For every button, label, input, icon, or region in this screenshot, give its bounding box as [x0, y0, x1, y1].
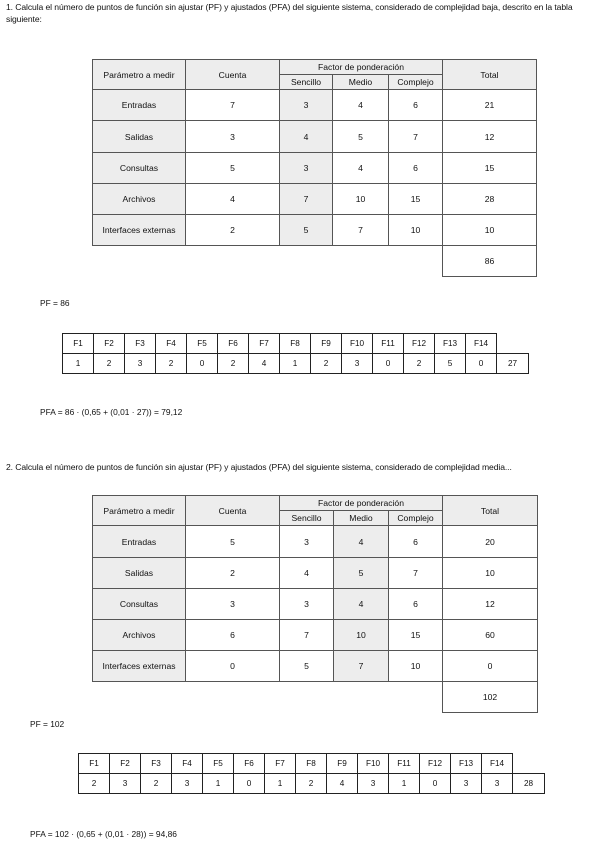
complex-cell: 6 — [389, 90, 443, 121]
total-cell: 10 — [443, 215, 537, 246]
factor-label: F4 — [172, 754, 203, 774]
factor-value: 3 — [482, 774, 513, 794]
medium-cell: 4 — [334, 589, 389, 620]
factor-value: 4 — [249, 354, 280, 374]
factor-value: 0 — [466, 354, 497, 374]
factor-label: F2 — [110, 754, 141, 774]
count-cell: 2 — [186, 558, 280, 589]
header-count: Cuenta — [186, 60, 280, 90]
factor-label: F14 — [482, 754, 513, 774]
factor-label: F7 — [249, 334, 280, 354]
header-medium: Medio — [333, 75, 389, 90]
factor-label: F8 — [280, 334, 311, 354]
param-cell: Salidas — [93, 121, 186, 153]
sum-row — [93, 246, 537, 277]
factor-sum: 27 — [497, 354, 529, 374]
factor-value: 2 — [156, 354, 187, 374]
count-cell: 5 — [186, 153, 280, 184]
factor-label: F13 — [435, 334, 466, 354]
header-count: Cuenta — [186, 496, 280, 526]
factor-value: 2 — [311, 354, 342, 374]
count-cell: 2 — [186, 215, 280, 246]
factor-value: 0 — [234, 774, 265, 794]
simple-cell: 5 — [280, 215, 333, 246]
factor-value: 1 — [280, 354, 311, 374]
total-cell: 21 — [443, 90, 537, 121]
factor-label: F10 — [342, 334, 373, 354]
factor-label: F8 — [296, 754, 327, 774]
sum-cell: 102 — [443, 682, 538, 713]
table-row — [93, 620, 538, 651]
sum-cell: 86 — [443, 246, 537, 277]
param-cell: Entradas — [93, 90, 186, 121]
medium-cell: 5 — [333, 121, 389, 153]
factor-label: F11 — [389, 754, 420, 774]
param-cell: Archivos — [93, 620, 186, 651]
factor-value: 1 — [265, 774, 296, 794]
factor-value: 3 — [451, 774, 482, 794]
factor-label: F1 — [63, 334, 94, 354]
factor-value: 1 — [63, 354, 94, 374]
total-cell: 12 — [443, 121, 537, 153]
exercise2-question: 2. Calcula el número de puntos de función sin ajustar (PF) y ajustados (PFA) del siguiente sistema, considerado de complejidad media... — [6, 462, 512, 472]
table-row — [93, 90, 537, 121]
header-medium: Medio — [334, 511, 389, 526]
medium-cell: 7 — [334, 651, 389, 682]
adjustment-factors-table-1 — [62, 333, 529, 374]
total-cell: 10 — [443, 558, 538, 589]
table-row — [93, 589, 538, 620]
factor-value: 0 — [187, 354, 218, 374]
pfa-result-1: PFA = 86 · (0,65 + (0,01 · 27)) = 79,12 — [40, 407, 183, 417]
header-complex: Complejo — [389, 511, 443, 526]
simple-cell: 3 — [280, 90, 333, 121]
param-cell: Interfaces externas — [93, 651, 186, 682]
header-total: Total — [443, 496, 538, 526]
header-param: Parámetro a medir — [93, 496, 186, 526]
sum-row — [93, 682, 538, 713]
total-cell: 28 — [443, 184, 537, 215]
medium-cell: 7 — [333, 215, 389, 246]
simple-cell: 7 — [280, 620, 334, 651]
factor-value: 2 — [404, 354, 435, 374]
factor-label: F12 — [404, 334, 435, 354]
simple-cell: 3 — [280, 153, 333, 184]
count-cell: 7 — [186, 90, 280, 121]
factor-label: F10 — [358, 754, 389, 774]
param-cell: Consultas — [93, 589, 186, 620]
factor-value: 3 — [125, 354, 156, 374]
total-cell: 0 — [443, 651, 538, 682]
factor-value: 3 — [110, 774, 141, 794]
total-cell: 15 — [443, 153, 537, 184]
count-cell: 6 — [186, 620, 280, 651]
pf-result-1: PF = 86 — [40, 298, 70, 308]
factor-label: F14 — [466, 334, 497, 354]
factor-value: 0 — [373, 354, 404, 374]
simple-cell: 5 — [280, 651, 334, 682]
factor-value: 5 — [435, 354, 466, 374]
count-cell: 4 — [186, 184, 280, 215]
count-cell: 3 — [186, 589, 280, 620]
complex-cell: 6 — [389, 526, 443, 558]
factor-label: F9 — [311, 334, 342, 354]
factor-value: 2 — [79, 774, 110, 794]
table-row — [93, 215, 537, 246]
factor-value: 3 — [342, 354, 373, 374]
factor-sum: 28 — [513, 774, 545, 794]
complex-cell: 7 — [389, 121, 443, 153]
factor-value-row — [79, 774, 545, 794]
factor-label: F6 — [234, 754, 265, 774]
simple-cell: 4 — [280, 121, 333, 153]
complex-cell: 7 — [389, 558, 443, 589]
factor-label: F11 — [373, 334, 404, 354]
param-cell: Salidas — [93, 558, 186, 589]
count-cell: 5 — [186, 526, 280, 558]
header-simple: Sencillo — [280, 511, 334, 526]
medium-cell: 4 — [333, 90, 389, 121]
medium-cell: 10 — [334, 620, 389, 651]
complex-cell: 15 — [389, 620, 443, 651]
factor-value-row — [63, 354, 529, 374]
factor-value: 0 — [420, 774, 451, 794]
factor-value: 3 — [172, 774, 203, 794]
factor-label: F3 — [141, 754, 172, 774]
factor-value: 2 — [94, 354, 125, 374]
complex-cell: 10 — [389, 651, 443, 682]
factor-label: F4 — [156, 334, 187, 354]
header-factor: Factor de ponderación — [280, 496, 443, 511]
param-cell: Entradas — [93, 526, 186, 558]
function-points-table-2 — [92, 495, 538, 713]
exercise1-question: 1. Calcula el número de puntos de función sin ajustar (PF) y ajustados (PFA) del siguiente sistema, considerado de complejidad baja, descrito en la tabla siguiente: — [6, 2, 573, 24]
header-complex: Complejo — [389, 75, 443, 90]
factor-label: F6 — [218, 334, 249, 354]
count-cell: 0 — [186, 651, 280, 682]
factor-label-row — [63, 334, 529, 354]
factor-value: 1 — [389, 774, 420, 794]
factor-value: 2 — [141, 774, 172, 794]
table-row — [93, 184, 537, 215]
simple-cell: 3 — [280, 526, 334, 558]
complex-cell: 6 — [389, 153, 443, 184]
header-simple: Sencillo — [280, 75, 333, 90]
count-cell: 3 — [186, 121, 280, 153]
simple-cell: 3 — [280, 589, 334, 620]
function-points-table-1 — [92, 59, 537, 277]
simple-cell: 7 — [280, 184, 333, 215]
medium-cell: 4 — [333, 153, 389, 184]
factor-label: F12 — [420, 754, 451, 774]
table-row — [93, 121, 537, 153]
pf-result-2: PF = 102 — [30, 719, 65, 729]
medium-cell: 5 — [334, 558, 389, 589]
factor-label: F2 — [94, 334, 125, 354]
complex-cell: 10 — [389, 215, 443, 246]
header-factor: Factor de ponderación — [280, 60, 443, 75]
adjustment-factors-table-2 — [78, 753, 545, 794]
header-param: Parámetro a medir — [93, 60, 186, 90]
param-cell: Consultas — [93, 153, 186, 184]
medium-cell: 10 — [333, 184, 389, 215]
table-row — [93, 526, 538, 558]
param-cell: Archivos — [93, 184, 186, 215]
table-row — [93, 153, 537, 184]
simple-cell: 4 — [280, 558, 334, 589]
table-row — [93, 558, 538, 589]
total-cell: 20 — [443, 526, 538, 558]
header-total: Total — [443, 60, 537, 90]
factor-label: F13 — [451, 754, 482, 774]
factor-label-row — [79, 754, 545, 774]
total-cell: 60 — [443, 620, 538, 651]
factor-label: F3 — [125, 334, 156, 354]
medium-cell: 4 — [334, 526, 389, 558]
complex-cell: 6 — [389, 589, 443, 620]
pfa-result-2: PFA = 102 · (0,65 + (0,01 · 28)) = 94,86 — [30, 829, 177, 839]
factor-label: F7 — [265, 754, 296, 774]
total-cell: 12 — [443, 589, 538, 620]
factor-value: 3 — [358, 774, 389, 794]
factor-value: 2 — [218, 354, 249, 374]
factor-label: F5 — [203, 754, 234, 774]
param-cell: Interfaces externas — [93, 215, 186, 246]
factor-value: 1 — [203, 774, 234, 794]
factor-label: F5 — [187, 334, 218, 354]
factor-value: 4 — [327, 774, 358, 794]
factor-value: 2 — [296, 774, 327, 794]
table-row — [93, 651, 538, 682]
complex-cell: 15 — [389, 184, 443, 215]
factor-label: F1 — [79, 754, 110, 774]
factor-label: F9 — [327, 754, 358, 774]
